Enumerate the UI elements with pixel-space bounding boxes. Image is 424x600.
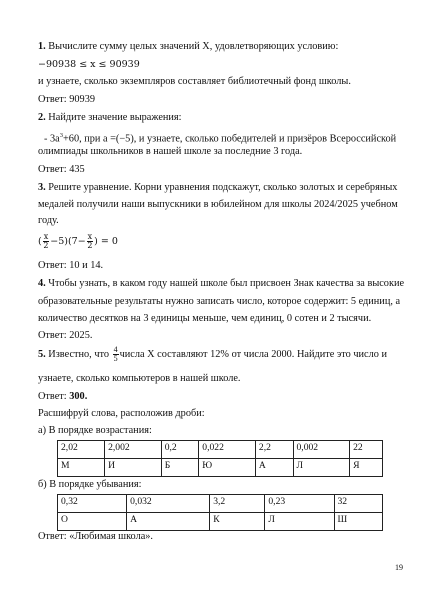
table-a-letters-row bbox=[58, 459, 383, 477]
task3-line2: медалей получили наши выпускники в юбилейном для школы 2024/2025 учебном bbox=[38, 199, 398, 210]
task2-line1 bbox=[38, 111, 182, 124]
task5-frac-den: 5 bbox=[113, 354, 118, 364]
task5-answer-value: 300. bbox=[69, 391, 88, 402]
task3-number: 3. bbox=[38, 182, 46, 193]
table-b-letters-row bbox=[58, 513, 383, 531]
task3-line3: году. bbox=[38, 215, 59, 226]
table-cell: 0,32 bbox=[58, 495, 127, 513]
task1-answer: Ответ: 90939 bbox=[38, 94, 95, 105]
task5-fraction bbox=[113, 346, 119, 363]
task5-answer-prefix: Ответ: bbox=[38, 391, 70, 402]
task4-line2: образовательные результаты нужно записать число, которое содержит: 5 единиц, а bbox=[38, 296, 401, 307]
task4-text: Чтобы узнать, в каком году нашей школе был присвоен Знак качества за высокие bbox=[45, 278, 405, 289]
task3-answer: Ответ: 10 и 14. bbox=[38, 260, 104, 271]
decode-table-a bbox=[57, 440, 383, 477]
table-cell: Л bbox=[293, 459, 350, 477]
eq-open: ( bbox=[38, 236, 42, 247]
decode-answer: Ответ: «Любимая школа». bbox=[38, 531, 153, 542]
table-cell: Ш bbox=[334, 513, 383, 531]
task4-answer: Ответ: 2025. bbox=[38, 330, 93, 341]
task5-frac-num: 4 bbox=[113, 345, 118, 355]
table-a-numbers-row bbox=[58, 441, 383, 459]
table-cell: 0,032 bbox=[127, 495, 210, 513]
table-cell: 0,022 bbox=[199, 441, 256, 459]
task2-expr-rest: +60, при a =(−5), и узнаете, сколько победителей и призёров Всероссийской bbox=[62, 133, 397, 145]
task3-equation bbox=[38, 232, 118, 252]
table-cell: 0,23 bbox=[265, 495, 334, 513]
decode-intro: Расшифруй слова, расположив дроби: bbox=[38, 408, 205, 419]
table-cell: 32 bbox=[334, 495, 383, 513]
eq-end: ) = 0 bbox=[94, 236, 118, 247]
task4-line1 bbox=[38, 277, 404, 290]
eq-frac2-den: 2 bbox=[87, 241, 93, 250]
task2-number: 2. bbox=[38, 112, 46, 123]
eq-frac1-den: 2 bbox=[43, 241, 49, 250]
task1-line1 bbox=[38, 40, 338, 53]
eq-mid: −5)(7− bbox=[50, 236, 86, 247]
table-cell: 22 bbox=[350, 441, 383, 459]
eq-frac2-num: x bbox=[87, 232, 93, 241]
task2-expr-start: - 3a bbox=[44, 133, 60, 145]
table-b-numbers-row bbox=[58, 495, 383, 513]
task1-text: Вычислите сумму целых значений X, удовлетворяющих условию: bbox=[45, 41, 339, 52]
task2-expr-exponent: 3 bbox=[59, 132, 63, 139]
task2-answer: Ответ: 435 bbox=[38, 164, 85, 175]
task3-text: Решите уравнение. Корни уравнения подскажут, сколько золотых и серебряных bbox=[45, 182, 398, 193]
task1-line2: и узнаете, сколько экземпляров составляет библиотечный фонд школы. bbox=[38, 76, 351, 87]
task3-line1 bbox=[38, 181, 397, 194]
task5-answer bbox=[38, 390, 87, 403]
table-cell: О bbox=[58, 513, 127, 531]
table-cell: 0,002 bbox=[293, 441, 350, 459]
table-cell: А bbox=[255, 459, 293, 477]
eq-fraction-2 bbox=[87, 233, 94, 250]
task5-text-after: числа X составляют 12% от числа 2000. Найдите это число и bbox=[119, 349, 387, 360]
table-cell: 2,002 bbox=[105, 441, 162, 459]
task1-condition: −90938 ≤ x ≤ 90939 bbox=[38, 59, 140, 70]
task1-number: 1. bbox=[38, 41, 46, 52]
table-cell: 3,2 bbox=[210, 495, 265, 513]
decode-table-b bbox=[57, 494, 383, 531]
decode-b-label: б) В порядке убывания: bbox=[38, 479, 142, 490]
table-cell: А bbox=[127, 513, 210, 531]
decode-a-label: а) В порядке возрастания: bbox=[38, 425, 152, 436]
task2-line2: олимпиады школьников в нашей школе за последние 3 года. bbox=[38, 146, 303, 157]
task5-line2: узнаете, сколько компьютеров в нашей школе. bbox=[38, 373, 241, 384]
table-cell: 0,2 bbox=[161, 441, 199, 459]
task5-text-before: Известно, что bbox=[45, 349, 112, 360]
table-cell: Ю bbox=[199, 459, 256, 477]
table-cell: 2,02 bbox=[58, 441, 105, 459]
eq-fraction-1 bbox=[43, 233, 50, 250]
task5-line1 bbox=[38, 345, 387, 365]
eq-frac1-num: x bbox=[43, 232, 49, 241]
table-cell: Я bbox=[350, 459, 383, 477]
task4-number: 4. bbox=[38, 278, 46, 289]
table-cell: И bbox=[105, 459, 162, 477]
table-cell: Б bbox=[161, 459, 199, 477]
task4-line3: количество десятков на 3 единицы меньше, чем единиц, 0 сотен и 2 тысячи. bbox=[38, 313, 372, 324]
task5-number: 5. bbox=[38, 349, 46, 360]
task2-expression bbox=[44, 129, 396, 145]
page-number: 19 bbox=[395, 563, 403, 572]
table-cell: 2,2 bbox=[255, 441, 293, 459]
table-cell: М bbox=[58, 459, 105, 477]
task2-text: Найдите значение выражения: bbox=[45, 112, 182, 123]
table-cell: К bbox=[210, 513, 265, 531]
table-cell: Л bbox=[265, 513, 334, 531]
